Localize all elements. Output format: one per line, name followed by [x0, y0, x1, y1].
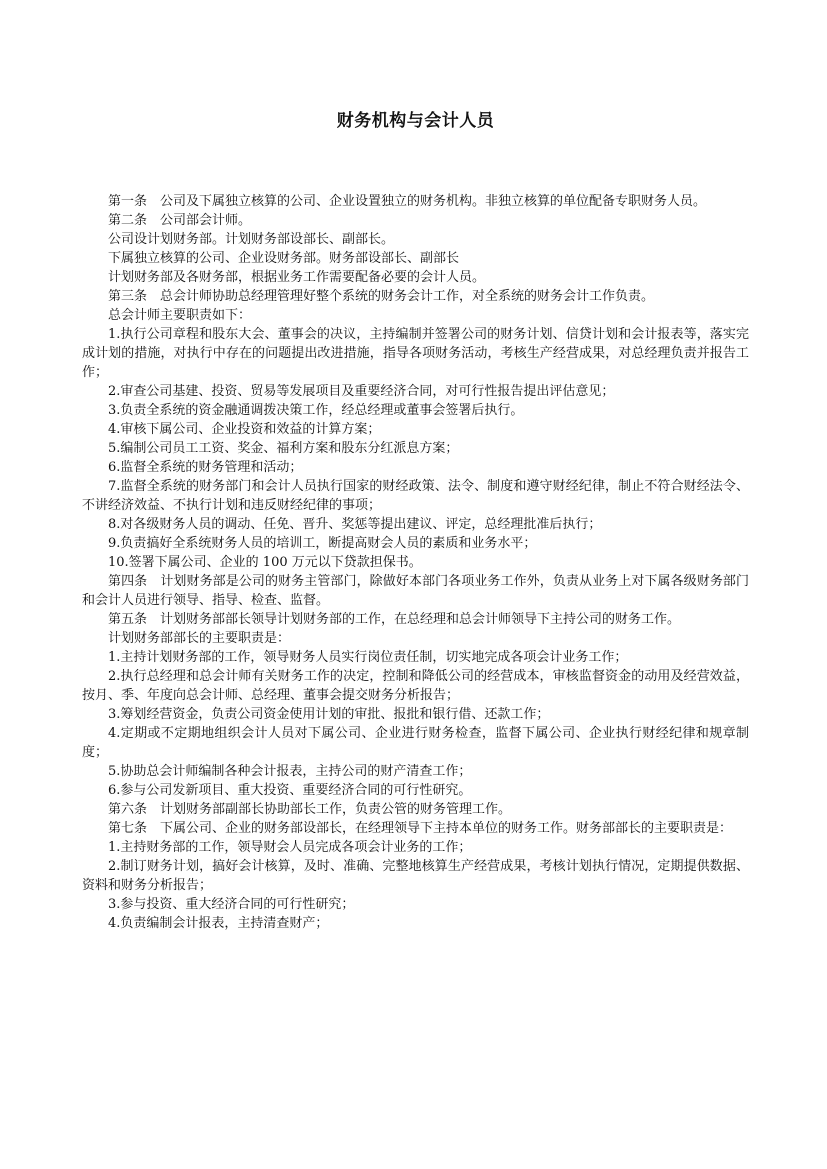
list-item: 2.制订财务计划，搞好会计核算，及时、准确、完整地核算生产经营成果，考核计划执行情况，定期提供数据、资料和财务分析报告； — [82, 859, 749, 893]
list-item: 5.编制公司员工工资、奖金、福利方案和股东分红派息方案； — [108, 441, 459, 456]
list-item: 7.监督全系统的财务部门和会计人员执行国家的财经政策、法令、制度和遵守财经纪律，制止不符合财经法令、不讲经济效益、不执行计划和违反财经纪律的事项； — [82, 479, 749, 513]
list-item: 4.定期或不定期地组织会计人员对下属公司、企业进行财务检查，监督下属公司、企业执行财经纪律和规章制度； — [82, 726, 749, 760]
list-item: 2.执行总经理和总会计师有关财务工作的决定，控制和降低公司的经营成本，审核监督资金的动用及经营效益，按月、季、年度向总会计师、总经理、董事会提交财务分析报告； — [82, 669, 749, 703]
list-item: 6.监督全系统的财务管理和活动； — [108, 460, 303, 475]
paragraph: 总会计师主要职责如下： — [108, 308, 252, 323]
list-item: 1.执行公司章程和股东大会、董事会的决议，主持编制并签署公司的财务计划、信贷计划和会计报表等，落实完成计划的措施，对执行中存在的问题提出改进措施，指导各项财务活动，考核生产经营成果，对总经理负责并报告工作； — [82, 327, 749, 380]
article-3: 第三条 总会计师协助总经理管理好整个系统的财务会计工作，对全系统的财务会计工作负责。 — [108, 289, 655, 304]
list-item: 4.审核下属公司、企业投资和效益的计算方案； — [108, 422, 381, 437]
list-item: 5.协助总会计师编制各种会计报表，主持公司的财产清查工作； — [108, 764, 472, 779]
document-body — [82, 192, 749, 933]
list-item: 1.主持计划财务部的工作，领导财务人员实行岗位责任制，切实地完成各项会计业务工作； — [108, 650, 628, 665]
list-item: 1.主持财务部的工作，领导财会人员完成各项会计业务的工作； — [108, 840, 472, 855]
article-2: 第二条 公司部会计师。 — [108, 213, 252, 228]
paragraph: 计划财务部部长的主要职责是： — [108, 631, 291, 646]
article-6: 第六条 计划财务部副部长协助部长工作，负责公管的财务管理工作。 — [108, 802, 512, 817]
article-4: 第四条 计划财务部是公司的财务主管部门，除做好本部门各项业务工作外，负责从业务上对下属各级财务部门和会计人员进行领导、指导、检查、监督。 — [82, 574, 749, 608]
list-item: 9.负责搞好全系统财务人员的培训工，断提高财会人员的素质和业务水平； — [108, 536, 537, 551]
paragraph: 下属独立核算的公司、企业设财务部。财务部设部长、副部长 — [108, 251, 460, 266]
list-item: 3.参与投资、重大经济合同的可行性研究； — [108, 897, 355, 912]
article-1: 第一条 公司及下属独立核算的公司、企业设置独立的财务机构。非独立核算的单位配备专职财务人员。 — [108, 194, 707, 209]
list-item: 6.参与公司发新项目、重大投资、重要经济合同的可行性研究。 — [108, 783, 472, 798]
article-5: 第五条 计划财务部部长领导计划财务部的工作，在总经理和总会计师领导下主持公司的财务工作。 — [108, 612, 681, 627]
article-7: 第七条 下属公司、企业的财务部设部长，在经理领导下主持本单位的财务工作。财务部部长的主要职责是： — [108, 821, 733, 836]
list-item: 4.负责编制会计报表，主持清查财产； — [108, 916, 329, 931]
list-item: 3.筹划经营资金，负责公司资金使用计划的审批、报批和银行借、还款工作； — [108, 707, 550, 722]
paragraph: 公司设计划财务部。计划财务部设部长、副部长。 — [108, 232, 395, 247]
list-item: 2.审查公司基建、投资、贸易等发展项目及重要经济合同，对可行性报告提出评估意见； — [108, 384, 615, 399]
document-title: 财务机构与会计人员 — [336, 111, 495, 131]
list-item: 8.对各级财务人员的调动、任免、晋升、奖惩等提出建议、评定，总经理批准后执行； — [108, 517, 602, 532]
paragraph: 计划财务部及各财务部，根据业务工作需要配备必要的会计人员。 — [108, 270, 486, 285]
list-item: 3.负责全系统的资金融通调拨决策工作，经总经理或董事会签署后执行。 — [108, 403, 524, 418]
list-item: 10.签署下属公司、企业的 100 万元以下贷款担保书。 — [108, 555, 422, 570]
